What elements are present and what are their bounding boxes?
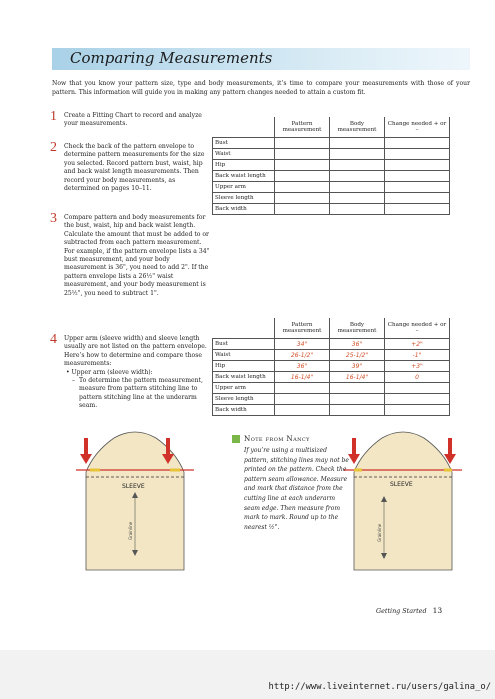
table-row: Sleeve length	[213, 193, 450, 204]
table-row: Back waist length 16-1/4" 16-1/4" 0	[213, 372, 450, 383]
step-number-3: 3	[50, 211, 57, 226]
fitting-chart-filled	[212, 318, 450, 416]
step-number-4: 4	[50, 332, 57, 347]
section-name: Getting Started	[376, 607, 427, 615]
header-body: Body measurement	[330, 318, 385, 339]
note-text: If you’re using a multisized pattern, stitching lines may not be printed on the pattern. Check the pattern seam allowance. Measure and mark that distance from the cutting line at each underarm seam edge. Then measure from mark to mark. Round up to the nearest ½".	[244, 447, 349, 531]
step-4-text	[64, 335, 210, 411]
dash-text: To determine the pattern measurement, measure from pattern stitching line to pattern stitching line at the underarm seam.	[79, 377, 203, 410]
step-number-2: 2	[50, 140, 57, 155]
table-row: Hip	[213, 160, 450, 171]
header-body: Body measurement	[330, 117, 385, 138]
page-number: 13	[432, 606, 443, 615]
note-square-icon	[232, 435, 240, 443]
note-from-nancy	[232, 434, 350, 532]
table-row: Back width	[213, 204, 450, 215]
page-title: Comparing Measurements	[70, 49, 273, 67]
fitting-chart-empty	[212, 117, 450, 215]
note-heading: Note from Nancy	[244, 434, 310, 443]
step-number-1: 1	[50, 109, 57, 124]
table-row: Waist	[213, 149, 450, 160]
step-4-dash: – To determine the pattern measurement, measure from pattern stitching line to pattern stitching line at the underarm seam.	[72, 377, 210, 411]
grainline-label: Grainline	[377, 523, 382, 542]
title-banner	[52, 48, 470, 70]
table-row: Waist 26-1/2" 25-1/2" -1"	[213, 350, 450, 361]
table-row: Back waist length	[213, 171, 450, 182]
sleeve-illustration-right	[338, 430, 468, 580]
step-4-intro: Upper arm (sleeve width) and sleeve length usually are not listed on the pattern envelope. Here’s how to determine and compare those measurements:	[64, 335, 207, 368]
header-change: Change needed + or –	[385, 117, 450, 138]
intro-paragraph: Now that you know your pattern size, type and body measurements, it’s time to compare your measurements with those of your pattern. This information will guide you in making any pattern changes needed to attain a custom fit.	[52, 80, 470, 96]
sleeve-illustration-left	[70, 430, 200, 580]
table-row: Hip 36" 39" +3"	[213, 361, 450, 372]
header-change: Change needed + or –	[385, 318, 450, 339]
header-pattern: Pattern measurement	[275, 117, 330, 138]
table-row: Sleeve length	[213, 394, 450, 405]
table-row: Upper arm	[213, 182, 450, 193]
table-row: Back width	[213, 405, 450, 416]
sleeve-label: SLEEVE	[390, 481, 413, 488]
step-3-text: Compare pattern and body measurements for the bust, waist, hip and back waist length. Calculate the amount that must be added to or subtracted from each pattern measurement. For example, if the pattern envelope lists a 34" bust measurement, and your body measurement is 36", you need to add 2". If the pattern envelope lists a 26½" waist measurement, and your body measurement is 25½", you need to subtract 1".	[64, 214, 210, 297]
sleeve-label: SLEEVE	[122, 483, 145, 490]
header-pattern: Pattern measurement	[275, 318, 330, 339]
page-footer	[376, 606, 442, 615]
step-1-text: Create a Fitting Chart to record and analyze your measurements.	[64, 112, 202, 128]
table-row: Bust	[213, 138, 450, 149]
table-row: Upper arm	[213, 383, 450, 394]
grainline-label: Grainline	[128, 521, 133, 540]
table-row: Bust 34" 36" +2"	[213, 339, 450, 350]
step-4-bullet: • Upper arm (sleeve width):	[66, 368, 153, 376]
bullet-text: Upper arm (sleeve width):	[71, 368, 153, 376]
step-2-text: Check the back of the pattern envelope to determine pattern measurements for the size you selected. Record pattern bust, waist, hip and back waist length measurements. Then record your body measurements, as determined on pages 10–11.	[64, 143, 205, 193]
source-url: http://www.liveinternet.ru/users/galina_o/	[268, 682, 491, 692]
